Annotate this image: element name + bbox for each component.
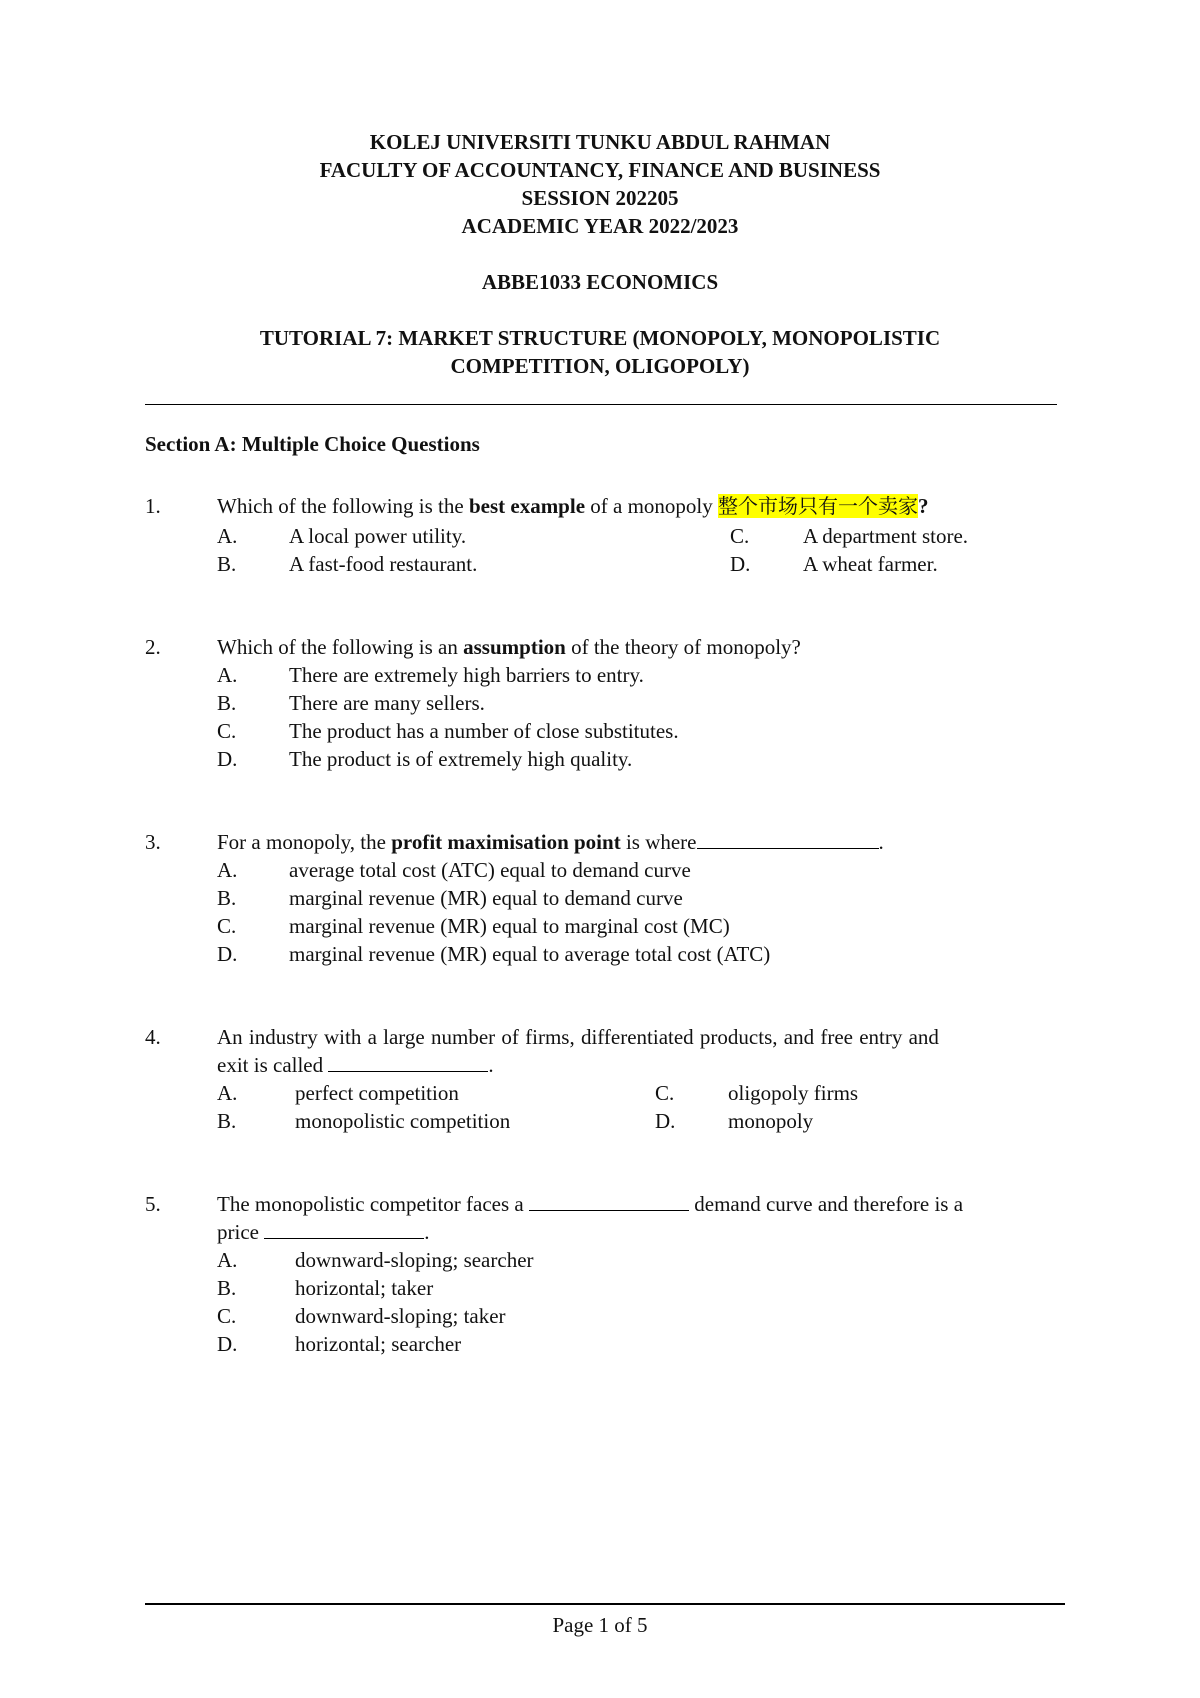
section-title: Section A: Multiple Choice Questions xyxy=(145,432,480,456)
question-stem: Which of the following is the best example of a monopoly 整个市场只有一个卖家? xyxy=(217,494,929,518)
question-stem: An industry with a large number of firms, differentiated products, and free entry and exit is called . xyxy=(217,1025,939,1077)
tutorial-title-line2: COMPETITION, OLIGOPOLY) xyxy=(450,354,750,378)
footer-divider xyxy=(145,1603,1065,1605)
header-divider xyxy=(145,404,1057,405)
academic-year: ACADEMIC YEAR 2022/2023 xyxy=(461,214,739,238)
question-stem: Which of the following is an assumption of the theory of monopoly? xyxy=(217,635,801,659)
question-number: 4. xyxy=(145,1025,161,1049)
answer-blank xyxy=(328,1051,488,1072)
answer-blank xyxy=(697,828,879,849)
question-number: 2. xyxy=(145,635,161,659)
highlighted-note: 整个市场只有一个卖家 xyxy=(718,494,919,518)
university-name: KOLEJ UNIVERSITI TUNKU ABDUL RAHMAN xyxy=(369,130,831,154)
answer-blank xyxy=(529,1190,689,1211)
page-number: Page 1 of 5 xyxy=(552,1613,648,1637)
course-title: ABBE1033 ECONOMICS xyxy=(481,270,719,294)
answer-blank xyxy=(264,1218,424,1239)
faculty-name: FACULTY OF ACCOUNTANCY, FINANCE AND BUSINESS xyxy=(319,158,881,182)
question-number: 5. xyxy=(145,1192,161,1216)
question-number: 3. xyxy=(145,830,161,854)
question-stem: The monopolistic competitor faces a demand curve and therefore is a price . xyxy=(217,1192,964,1244)
tutorial-title-line1: TUTORIAL 7: MARKET STRUCTURE (MONOPOLY, MONOPOLISTIC xyxy=(259,326,941,350)
session: SESSION 202205 xyxy=(521,186,679,210)
document-page: KOLEJ UNIVERSITI TUNKU ABDUL RAHMAN FACULTY OF ACCOUNTANCY, FINANCE AND BUSINESS SESSION 202205 ACADEMIC YEAR 2022/2023 ABBE1033 ECONOMICS TUTORIAL 7: MARKET STRUCTURE (MONOPOLY, MONOPOLISTIC COMPETITION, OLIGOPOLY) Section A: Multiple Choice Questions 1. Which of the following is the best example of a monopoly 整个市场只有一个卖家? A. A local power utility. B. A fast-food restaurant. C. A department store. D. A wheat farmer. 2. Which of the following is an assumption of the theory of monopoly? A. There are extremely high barriers to entry. B. There are many sellers. C. The product has a number of close substitutes. D. The product is of extremely high quality. 3. For a monopoly, the profit maximisation point is where . A. average total cost (ATC) equal to demand curve B. marginal revenue (MR) equal to demand curve C. marginal revenue (MR) equal to marginal cost (MC) D. marginal revenue (MR) equal to average total cost (ATC) 4. An industry with a large number of firms, differentiated products, and free entry and exit is called . A. perfect competition B. monopolistic competition C. oligopoly firms D. monopoly 5. The monopolistic competitor faces a demand curve and therefore is a price . A. downward-sloping; searcher B. horizontal; taker C. downward-sloping; taker D. horizontal; searcher Page 1 of 5 xyxy=(0,0,1200,1698)
question-number: 1. xyxy=(145,494,161,518)
question-stem: For a monopoly, the profit maximisation point is where . xyxy=(217,830,884,854)
document-header xyxy=(0,128,1200,380)
